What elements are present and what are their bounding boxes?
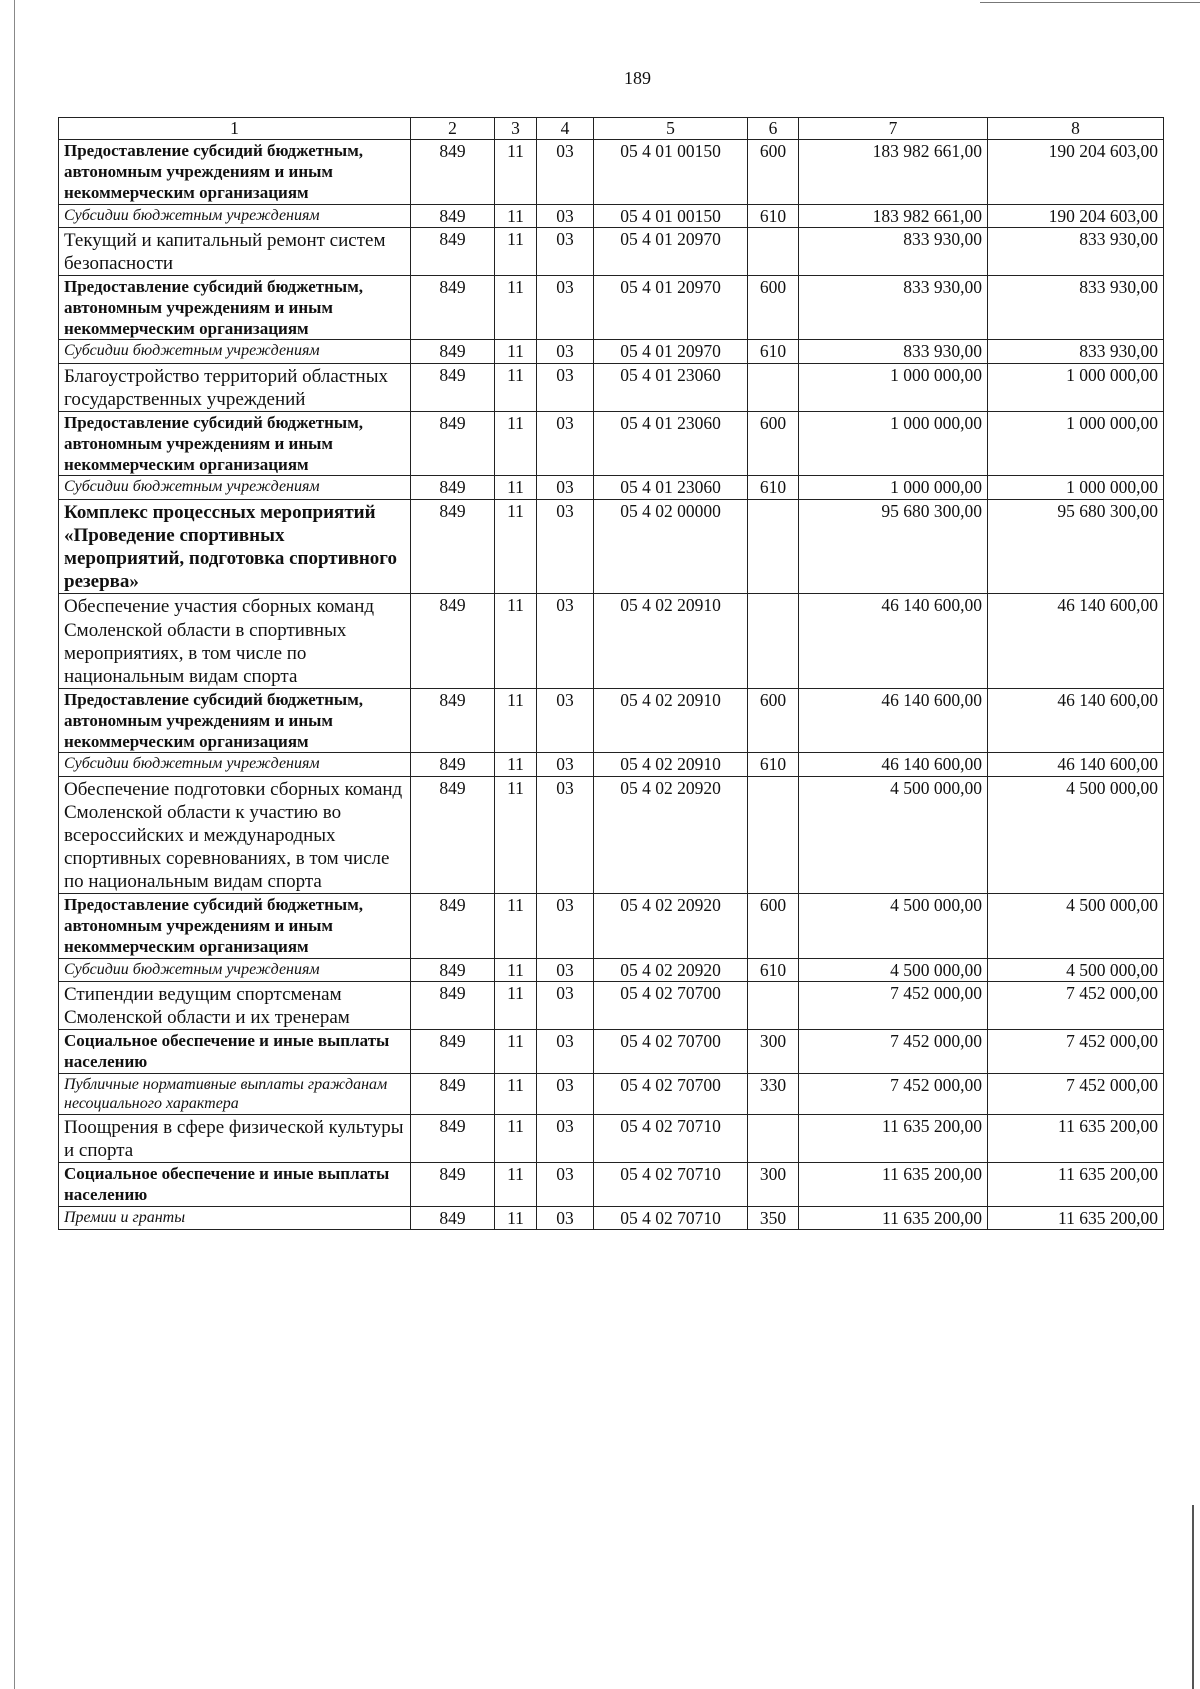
expense-type-cell (748, 982, 799, 1030)
expense-type-cell: 330 (748, 1073, 799, 1114)
expense-type-cell (748, 499, 799, 594)
expense-type-cell: 600 (748, 894, 799, 958)
amount-year1-cell: 4 500 000,00 (799, 958, 988, 981)
table-row (59, 412, 1164, 476)
page-number: 189 (624, 68, 651, 88)
table-row (59, 340, 1164, 363)
subchapter-cell: 03 (537, 499, 594, 594)
table-row (59, 894, 1164, 958)
target-article-cell: 05 4 02 70710 (594, 1206, 748, 1229)
subchapter-cell: 03 (537, 776, 594, 894)
target-article-cell: 05 4 02 20920 (594, 894, 748, 958)
table-row (59, 499, 1164, 594)
amount-year2-cell: 46 140 600,00 (988, 689, 1164, 753)
chapter-cell: 11 (495, 476, 537, 499)
expense-type-cell: 610 (748, 958, 799, 981)
subchapter-cell: 03 (537, 340, 594, 363)
table-row (59, 140, 1164, 204)
chapter-cell: 11 (495, 894, 537, 958)
expense-type-cell: 300 (748, 1030, 799, 1073)
column-header: 6 (748, 118, 799, 140)
subchapter-cell: 03 (537, 753, 594, 776)
target-article-cell: 05 4 02 20920 (594, 958, 748, 981)
chapter-cell: 11 (495, 594, 537, 689)
amount-year2-cell: 46 140 600,00 (988, 594, 1164, 689)
target-article-cell: 05 4 02 00000 (594, 499, 748, 594)
expense-type-cell: 600 (748, 689, 799, 753)
scan-edge-left (14, 0, 15, 1689)
subchapter-cell: 03 (537, 140, 594, 204)
subchapter-cell: 03 (537, 1030, 594, 1073)
amount-year2-cell: 190 204 603,00 (988, 204, 1164, 227)
target-article-cell: 05 4 01 00150 (594, 140, 748, 204)
target-article-cell: 05 4 01 23060 (594, 476, 748, 499)
chapter-cell: 11 (495, 958, 537, 981)
table-row (59, 689, 1164, 753)
section-code-cell: 849 (411, 776, 495, 894)
amount-year2-cell: 1 000 000,00 (988, 412, 1164, 476)
target-article-cell: 05 4 02 70700 (594, 982, 748, 1030)
subchapter-cell: 03 (537, 594, 594, 689)
amount-year1-cell: 183 982 661,00 (799, 140, 988, 204)
row-name-cell: Предоставление субсидий бюджетным, автономным учреждениям и иным некоммерческим организациям (59, 412, 411, 476)
table-row (59, 363, 1164, 411)
amount-year1-cell: 46 140 600,00 (799, 753, 988, 776)
expense-type-cell (748, 363, 799, 411)
amount-year1-cell: 1 000 000,00 (799, 363, 988, 411)
table-row (59, 1030, 1164, 1073)
amount-year2-cell: 11 635 200,00 (988, 1114, 1164, 1162)
row-name-cell: Субсидии бюджетным учреждениям (59, 753, 411, 776)
column-header: 1 (59, 118, 411, 140)
subchapter-cell: 03 (537, 1206, 594, 1229)
target-article-cell: 05 4 02 70700 (594, 1073, 748, 1114)
column-header: 4 (537, 118, 594, 140)
table-row (59, 982, 1164, 1030)
amount-year2-cell: 11 635 200,00 (988, 1206, 1164, 1229)
subchapter-cell: 03 (537, 894, 594, 958)
amount-year1-cell: 4 500 000,00 (799, 894, 988, 958)
amount-year2-cell: 1 000 000,00 (988, 363, 1164, 411)
table-row (59, 476, 1164, 499)
subchapter-cell: 03 (537, 412, 594, 476)
row-name-cell: Стипендии ведущим спортсменам Смоленской области и их тренерам (59, 982, 411, 1030)
table-row (59, 594, 1164, 689)
target-article-cell: 05 4 02 20910 (594, 689, 748, 753)
subchapter-cell: 03 (537, 958, 594, 981)
amount-year2-cell: 11 635 200,00 (988, 1163, 1164, 1206)
table-row (59, 776, 1164, 894)
table-row (59, 204, 1164, 227)
subchapter-cell: 03 (537, 204, 594, 227)
amount-year1-cell: 7 452 000,00 (799, 1073, 988, 1114)
expense-type-cell (748, 1114, 799, 1162)
section-code-cell: 849 (411, 227, 495, 275)
row-name-cell: Комплекс процессных мероприятий «Проведение спортивных мероприятий, подготовка спортивного резерва» (59, 499, 411, 594)
row-name-cell: Субсидии бюджетным учреждениям (59, 958, 411, 981)
amount-year2-cell: 7 452 000,00 (988, 982, 1164, 1030)
amount-year1-cell: 183 982 661,00 (799, 204, 988, 227)
amount-year1-cell: 11 635 200,00 (799, 1114, 988, 1162)
target-article-cell: 05 4 02 20920 (594, 776, 748, 894)
expense-type-cell: 350 (748, 1206, 799, 1229)
section-code-cell: 849 (411, 982, 495, 1030)
subchapter-cell: 03 (537, 476, 594, 499)
row-name-cell: Субсидии бюджетным учреждениям (59, 476, 411, 499)
row-name-cell: Премии и гранты (59, 1206, 411, 1229)
target-article-cell: 05 4 02 70710 (594, 1114, 748, 1162)
amount-year1-cell: 1 000 000,00 (799, 412, 988, 476)
chapter-cell: 11 (495, 753, 537, 776)
chapter-cell: 11 (495, 1073, 537, 1114)
subchapter-cell: 03 (537, 1073, 594, 1114)
amount-year2-cell: 833 930,00 (988, 340, 1164, 363)
expense-type-cell: 300 (748, 1163, 799, 1206)
amount-year1-cell: 7 452 000,00 (799, 1030, 988, 1073)
subchapter-cell: 03 (537, 1163, 594, 1206)
section-code-cell: 849 (411, 1163, 495, 1206)
row-name-cell: Предоставление субсидий бюджетным, автономным учреждениям и иным некоммерческим организациям (59, 140, 411, 204)
target-article-cell: 05 4 02 70700 (594, 1030, 748, 1073)
table-row (59, 227, 1164, 275)
section-code-cell: 849 (411, 753, 495, 776)
chapter-cell: 11 (495, 1114, 537, 1162)
row-name-cell: Предоставление субсидий бюджетным, автономным учреждениям и иным некоммерческим организациям (59, 689, 411, 753)
section-code-cell: 849 (411, 204, 495, 227)
chapter-cell: 11 (495, 140, 537, 204)
amount-year1-cell: 11 635 200,00 (799, 1163, 988, 1206)
section-code-cell: 849 (411, 363, 495, 411)
section-code-cell: 849 (411, 1030, 495, 1073)
amount-year1-cell: 833 930,00 (799, 227, 988, 275)
row-name-cell: Публичные нормативные выплаты гражданам несоциального характера (59, 1073, 411, 1114)
section-code-cell: 849 (411, 594, 495, 689)
column-header: 7 (799, 118, 988, 140)
section-code-cell: 849 (411, 1206, 495, 1229)
table-row (59, 1163, 1164, 1206)
amount-year1-cell: 46 140 600,00 (799, 689, 988, 753)
amount-year1-cell: 833 930,00 (799, 276, 988, 340)
budget-table (58, 117, 1164, 1230)
row-name-cell: Благоустройство территорий областных государственных учреждений (59, 363, 411, 411)
scan-edge-top (980, 2, 1200, 3)
row-name-cell: Обеспечение подготовки сборных команд Смоленской области к участию во всероссийских и международных спортивных соревнованиях, в том числе по национальным видам спорта (59, 776, 411, 894)
section-code-cell: 849 (411, 958, 495, 981)
chapter-cell: 11 (495, 689, 537, 753)
target-article-cell: 05 4 02 20910 (594, 594, 748, 689)
chapter-cell: 11 (495, 776, 537, 894)
amount-year2-cell: 4 500 000,00 (988, 776, 1164, 894)
section-code-cell: 849 (411, 412, 495, 476)
subchapter-cell: 03 (537, 1114, 594, 1162)
chapter-cell: 11 (495, 1030, 537, 1073)
amount-year1-cell: 46 140 600,00 (799, 594, 988, 689)
expense-type-cell: 600 (748, 412, 799, 476)
amount-year2-cell: 1 000 000,00 (988, 476, 1164, 499)
target-article-cell: 05 4 02 20910 (594, 753, 748, 776)
chapter-cell: 11 (495, 1206, 537, 1229)
row-name-cell: Субсидии бюджетным учреждениям (59, 340, 411, 363)
target-article-cell: 05 4 01 20970 (594, 227, 748, 275)
column-header: 2 (411, 118, 495, 140)
subchapter-cell: 03 (537, 227, 594, 275)
row-name-cell: Субсидии бюджетным учреждениям (59, 204, 411, 227)
target-article-cell: 05 4 01 20970 (594, 276, 748, 340)
row-name-cell: Социальное обеспечение и иные выплаты населению (59, 1030, 411, 1073)
row-name-cell: Предоставление субсидий бюджетным, автономным учреждениям и иным некоммерческим организациям (59, 894, 411, 958)
target-article-cell: 05 4 01 23060 (594, 412, 748, 476)
section-code-cell: 849 (411, 1073, 495, 1114)
amount-year2-cell: 95 680 300,00 (988, 499, 1164, 594)
chapter-cell: 11 (495, 1163, 537, 1206)
chapter-cell: 11 (495, 227, 537, 275)
chapter-cell: 11 (495, 982, 537, 1030)
target-article-cell: 05 4 01 23060 (594, 363, 748, 411)
expense-type-cell (748, 776, 799, 894)
row-name-cell: Обеспечение участия сборных команд Смоленской области в спортивных мероприятиях, в том числе по национальным видам спорта (59, 594, 411, 689)
section-code-cell: 849 (411, 140, 495, 204)
target-article-cell: 05 4 01 00150 (594, 204, 748, 227)
row-name-cell: Предоставление субсидий бюджетным, автономным учреждениям и иным некоммерческим организациям (59, 276, 411, 340)
table-body (59, 140, 1164, 1230)
chapter-cell: 11 (495, 499, 537, 594)
amount-year1-cell: 95 680 300,00 (799, 499, 988, 594)
chapter-cell: 11 (495, 363, 537, 411)
chapter-cell: 11 (495, 340, 537, 363)
target-article-cell: 05 4 02 70710 (594, 1163, 748, 1206)
expense-type-cell: 600 (748, 276, 799, 340)
amount-year2-cell: 833 930,00 (988, 276, 1164, 340)
section-code-cell: 849 (411, 476, 495, 499)
section-code-cell: 849 (411, 340, 495, 363)
amount-year2-cell: 7 452 000,00 (988, 1030, 1164, 1073)
amount-year1-cell: 1 000 000,00 (799, 476, 988, 499)
row-name-cell: Поощрения в сфере физической культуры и спорта (59, 1114, 411, 1162)
section-code-cell: 849 (411, 276, 495, 340)
section-code-cell: 849 (411, 499, 495, 594)
amount-year1-cell: 7 452 000,00 (799, 982, 988, 1030)
amount-year2-cell: 4 500 000,00 (988, 894, 1164, 958)
chapter-cell: 11 (495, 204, 537, 227)
expense-type-cell (748, 594, 799, 689)
chapter-cell: 11 (495, 276, 537, 340)
subchapter-cell: 03 (537, 689, 594, 753)
amount-year2-cell: 833 930,00 (988, 227, 1164, 275)
amount-year2-cell: 4 500 000,00 (988, 958, 1164, 981)
amount-year2-cell: 190 204 603,00 (988, 140, 1164, 204)
column-header: 8 (988, 118, 1164, 140)
expense-type-cell: 610 (748, 204, 799, 227)
expense-type-cell: 610 (748, 340, 799, 363)
expense-type-cell: 600 (748, 140, 799, 204)
table-row (59, 1206, 1164, 1229)
chapter-cell: 11 (495, 412, 537, 476)
column-header: 3 (495, 118, 537, 140)
column-header: 5 (594, 118, 748, 140)
target-article-cell: 05 4 01 20970 (594, 340, 748, 363)
subchapter-cell: 03 (537, 982, 594, 1030)
scan-edge-right (1192, 1505, 1194, 1689)
amount-year1-cell: 4 500 000,00 (799, 776, 988, 894)
table-row (59, 958, 1164, 981)
table-row (59, 1114, 1164, 1162)
subchapter-cell: 03 (537, 276, 594, 340)
row-name-cell: Социальное обеспечение и иные выплаты населению (59, 1163, 411, 1206)
amount-year1-cell: 11 635 200,00 (799, 1206, 988, 1229)
row-name-cell: Текущий и капитальный ремонт систем безопасности (59, 227, 411, 275)
expense-type-cell: 610 (748, 476, 799, 499)
expense-type-cell (748, 227, 799, 275)
table-header-row (59, 118, 1164, 140)
section-code-cell: 849 (411, 689, 495, 753)
table-row (59, 276, 1164, 340)
expense-type-cell: 610 (748, 753, 799, 776)
table-row (59, 753, 1164, 776)
amount-year2-cell: 7 452 000,00 (988, 1073, 1164, 1114)
section-code-cell: 849 (411, 1114, 495, 1162)
amount-year2-cell: 46 140 600,00 (988, 753, 1164, 776)
subchapter-cell: 03 (537, 363, 594, 411)
section-code-cell: 849 (411, 894, 495, 958)
amount-year1-cell: 833 930,00 (799, 340, 988, 363)
table-row (59, 1073, 1164, 1114)
